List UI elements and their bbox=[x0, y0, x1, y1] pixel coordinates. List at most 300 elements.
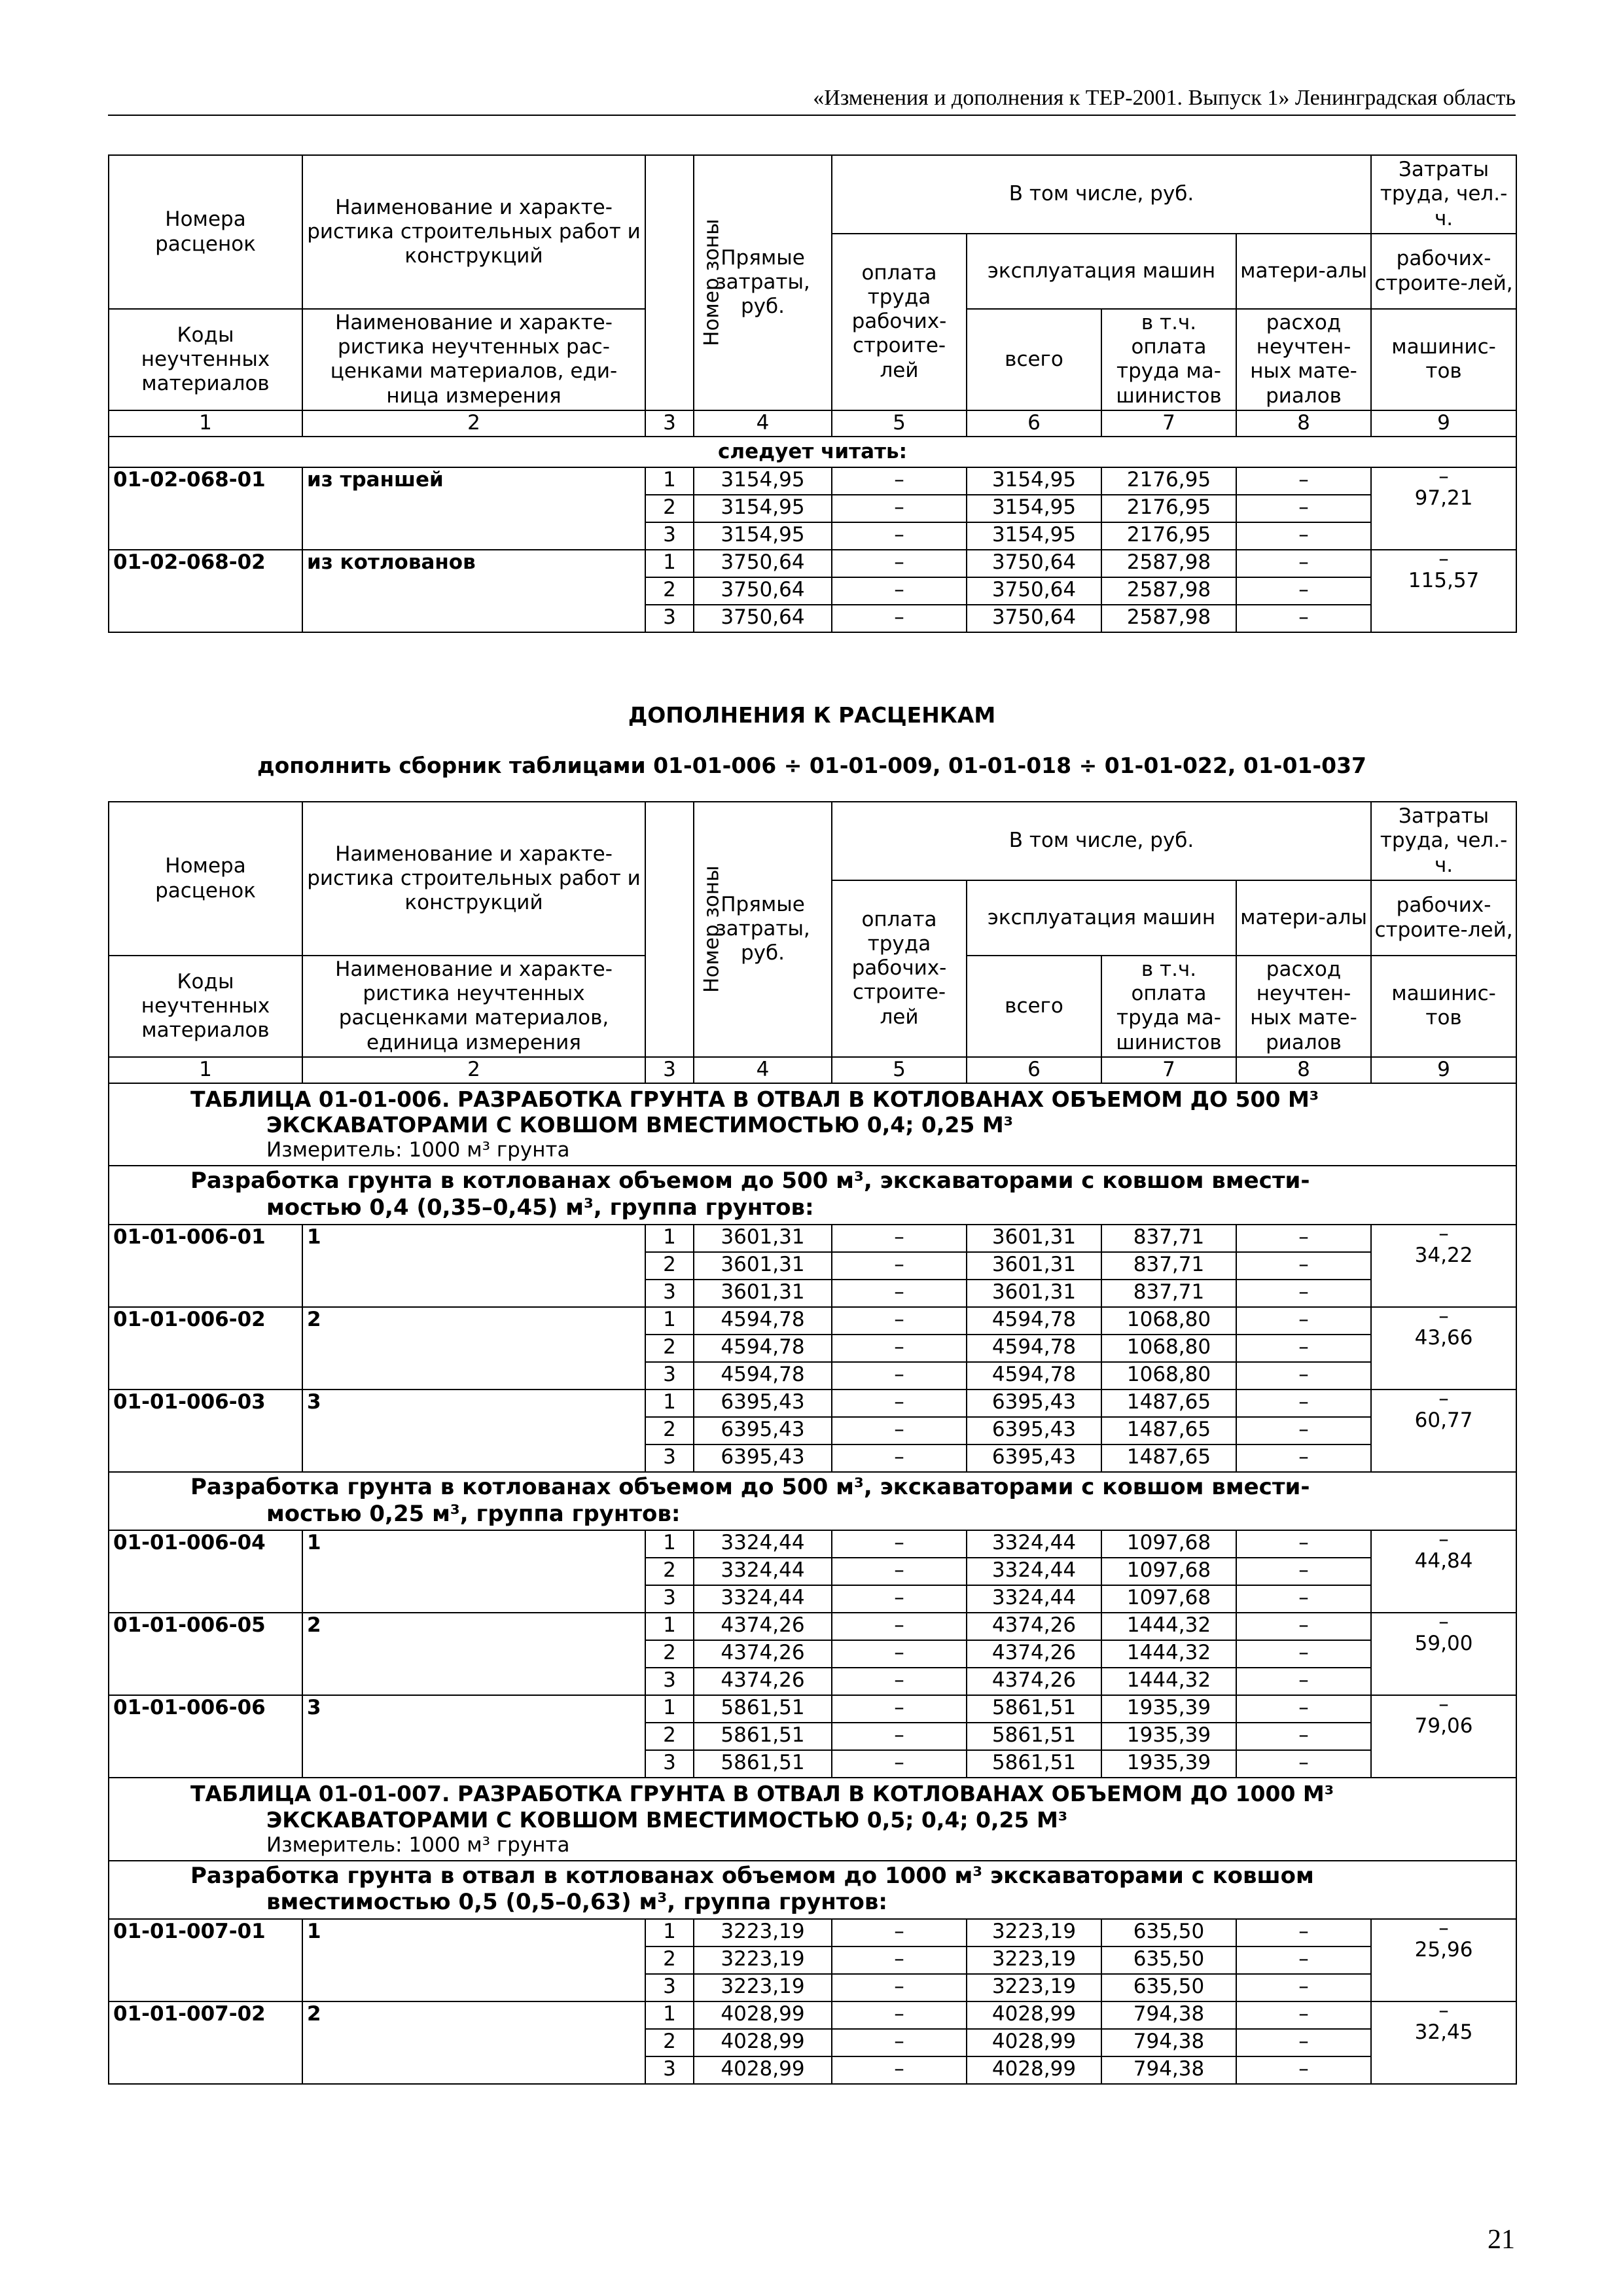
group-title-line1: Разработка грунта в котлованах объемом до 500 м³, экскаваторами с ковшом вмести- bbox=[190, 1473, 1310, 1500]
material-cell bbox=[1236, 1417, 1371, 1444]
column-number bbox=[832, 410, 967, 437]
operator-pay-value: 1935,39 bbox=[1126, 1696, 1211, 1720]
cell-text: эксплуатация машин bbox=[987, 259, 1216, 283]
table-006-measure: Измеритель: 1000 м³ грунта bbox=[266, 1138, 570, 1162]
zone-cell bbox=[645, 1640, 694, 1668]
worker-pay-value: – bbox=[894, 1723, 904, 1748]
zone-value: 2 bbox=[663, 2030, 676, 2054]
direct-cost-value: 4374,26 bbox=[721, 1613, 805, 1638]
material-value: – bbox=[1298, 495, 1309, 519]
material-cell bbox=[1236, 1750, 1371, 1778]
table-006-title-line1: ТАБЛИЦА 01-01-006. РАЗРАБОТКА ГРУНТА В ОТВАЛ В КОТЛОВАНАХ ОБЪЕМОМ ДО 500 М³ bbox=[190, 1086, 1319, 1112]
rate-name-cell bbox=[302, 1613, 645, 1695]
machine-total-cell bbox=[967, 1668, 1101, 1695]
worker-pay-value: – bbox=[894, 1390, 904, 1414]
column-number bbox=[302, 410, 645, 437]
material-cell bbox=[1236, 495, 1371, 522]
direct-cost-value: 3223,19 bbox=[721, 1947, 805, 1971]
machine-total-value: 3154,95 bbox=[991, 495, 1077, 519]
machine-total-value: 3154,95 bbox=[991, 467, 1077, 492]
operator-pay-value: 1444,32 bbox=[1126, 1613, 1211, 1638]
labor-workers-value: – bbox=[1438, 1528, 1449, 1552]
zone-cell bbox=[645, 1390, 694, 1417]
labor-cell bbox=[1371, 1304, 1516, 1390]
col-operator-pay bbox=[1101, 309, 1236, 410]
rate-code: 01-01-006-02 bbox=[113, 1307, 266, 1331]
labor-operators-value: 43,66 bbox=[1414, 1325, 1473, 1350]
material-value: – bbox=[1298, 1362, 1309, 1386]
labor-operators-value: 59,00 bbox=[1414, 1632, 1473, 1656]
labor-operators-value: 34,22 bbox=[1414, 1243, 1473, 1267]
operator-pay-value: 2176,95 bbox=[1126, 467, 1211, 492]
operator-pay-value: 1444,32 bbox=[1126, 1641, 1211, 1665]
machine-total-cell bbox=[967, 1390, 1101, 1417]
direct-cost-value: 4028,99 bbox=[721, 2057, 805, 2081]
worker-pay-value: – bbox=[894, 1613, 904, 1638]
zone-cell bbox=[645, 1444, 694, 1472]
cell-text: рабочих-строите-лей, bbox=[1374, 247, 1513, 295]
operator-pay-value: 2587,98 bbox=[1126, 605, 1211, 629]
operator-pay-value: 2176,95 bbox=[1126, 522, 1211, 547]
material-cell bbox=[1236, 1919, 1371, 1946]
operator-pay-cell bbox=[1101, 1225, 1236, 1252]
column-number bbox=[1236, 410, 1371, 437]
rate-name: из траншей bbox=[307, 467, 444, 492]
rate-code-cell bbox=[109, 1225, 302, 1307]
direct-cost-cell bbox=[694, 1225, 832, 1252]
rate-code-cell bbox=[109, 550, 302, 632]
material-value: – bbox=[1298, 550, 1309, 574]
header-row-1 bbox=[109, 155, 1516, 234]
labor-operators-value: 97,21 bbox=[1414, 486, 1473, 510]
col-rate-numbers bbox=[109, 155, 302, 309]
col-including bbox=[832, 802, 1371, 880]
direct-cost-value: 3601,31 bbox=[721, 1280, 805, 1304]
cell-text: оплата труда рабочих-строите-лей bbox=[851, 907, 947, 1029]
column-number bbox=[1101, 1057, 1236, 1083]
rate-code-cell bbox=[109, 1695, 302, 1778]
zone-cell bbox=[645, 1695, 694, 1723]
zone-value: 1 bbox=[663, 550, 676, 574]
operator-pay-cell bbox=[1101, 1585, 1236, 1613]
column-number bbox=[1371, 410, 1516, 437]
rate-name-cell bbox=[302, 1307, 645, 1390]
machine-total-value: 4594,78 bbox=[991, 1362, 1077, 1386]
direct-cost-cell bbox=[694, 1444, 832, 1472]
material-value: – bbox=[1298, 1280, 1309, 1304]
direct-cost-cell bbox=[694, 1335, 832, 1362]
col-labor-workers bbox=[1371, 234, 1516, 309]
rate-name-cell bbox=[302, 1530, 645, 1613]
rate-code: 01-01-007-01 bbox=[113, 1920, 266, 1944]
material-value: – bbox=[1298, 1335, 1309, 1359]
zone-cell bbox=[645, 1417, 694, 1444]
operator-pay-cell bbox=[1101, 1640, 1236, 1668]
operator-pay-cell bbox=[1101, 1946, 1236, 1974]
material-cell bbox=[1236, 1668, 1371, 1695]
read-as-row bbox=[109, 437, 1516, 467]
machine-total-value: 4374,26 bbox=[991, 1613, 1077, 1638]
direct-cost-cell bbox=[694, 550, 832, 577]
zone-value: 2 bbox=[663, 577, 676, 601]
table-006-title-line2: ЭКСКАВАТОРАМИ С КОВШОМ ВМЕСТИМОСТЬЮ 0,4; 0,25 М³ bbox=[266, 1112, 1014, 1138]
rate-code: 01-01-006-03 bbox=[113, 1390, 266, 1414]
direct-cost-value: 3154,95 bbox=[721, 522, 805, 547]
worker-pay-cell bbox=[832, 605, 967, 632]
zone-cell bbox=[645, 1280, 694, 1307]
material-cell bbox=[1236, 1444, 1371, 1472]
direct-cost-value: 4028,99 bbox=[721, 2002, 805, 2026]
machine-total-value: 4594,78 bbox=[991, 1335, 1077, 1359]
operator-pay-cell bbox=[1101, 1723, 1236, 1750]
col-labor-workers bbox=[1371, 880, 1516, 956]
machine-total-cell bbox=[967, 467, 1101, 495]
material-value: – bbox=[1298, 2030, 1309, 2054]
cell-text: в т.ч. оплата труда ма-шинистов bbox=[1116, 311, 1222, 408]
worker-pay-value: – bbox=[894, 1558, 904, 1583]
rate-name: 1 bbox=[307, 1531, 321, 1555]
col-material-name bbox=[302, 309, 645, 410]
zone-value: 2 bbox=[663, 1558, 676, 1583]
machine-total-value: 4028,99 bbox=[991, 2057, 1077, 2081]
zone-cell bbox=[645, 1919, 694, 1946]
worker-pay-value: – bbox=[894, 1696, 904, 1720]
operator-pay-cell bbox=[1101, 522, 1236, 550]
cell-text: оплата труда рабочих-строите-лей bbox=[851, 260, 947, 382]
zone-cell bbox=[645, 1946, 694, 1974]
cell-text: 9 bbox=[1437, 1057, 1450, 1081]
operator-pay-value: 1068,80 bbox=[1126, 1362, 1211, 1386]
cell-text: 2 bbox=[467, 410, 480, 435]
zone-cell bbox=[645, 495, 694, 522]
rate-name: 2 bbox=[307, 1613, 321, 1638]
operator-pay-cell bbox=[1101, 2029, 1236, 2056]
zone-cell bbox=[645, 1558, 694, 1585]
material-cell bbox=[1236, 1390, 1371, 1417]
machine-total-cell bbox=[967, 495, 1101, 522]
cell-text: матери-алы bbox=[1240, 259, 1367, 283]
operator-pay-cell bbox=[1101, 2001, 1236, 2029]
machine-total-cell bbox=[967, 1585, 1101, 1613]
cell-text: 1 bbox=[199, 410, 212, 435]
labor-cell bbox=[1371, 1916, 1516, 2001]
machine-total-cell bbox=[967, 1919, 1101, 1946]
machine-total-cell bbox=[967, 1444, 1101, 1472]
material-cell bbox=[1236, 2001, 1371, 2029]
machine-total-value: 3324,44 bbox=[991, 1586, 1077, 1610]
zone-value: 1 bbox=[663, 1225, 676, 1249]
zone-cell bbox=[645, 1252, 694, 1280]
rate-name-cell bbox=[302, 1919, 645, 2001]
direct-cost-cell bbox=[694, 1668, 832, 1695]
worker-pay-cell bbox=[832, 495, 967, 522]
group-title-line1: Разработка грунта в котлованах объемом до 500 м³, экскаваторами с ковшом вмести- bbox=[190, 1168, 1310, 1194]
zone-value: 2 bbox=[663, 1335, 676, 1359]
direct-cost-value: 3750,64 bbox=[721, 577, 805, 601]
material-value: – bbox=[1298, 2057, 1309, 2081]
zone-cell bbox=[645, 1362, 694, 1390]
additions-subtitle: дополнить сборник таблицами 01-01-006 ÷ 01-01-009, 01-01-018 ÷ 01-01-022, 01-01-037 bbox=[257, 753, 1367, 778]
group-007-a-row-cell bbox=[109, 1861, 1516, 1920]
operator-pay-value: 837,71 bbox=[1133, 1280, 1205, 1304]
zone-header: Номер зоны bbox=[700, 865, 724, 994]
operator-pay-cell bbox=[1101, 1558, 1236, 1585]
worker-pay-value: – bbox=[894, 2002, 904, 2026]
zone-cell bbox=[645, 1974, 694, 2001]
direct-cost-cell bbox=[694, 1750, 832, 1778]
worker-pay-cell bbox=[832, 1417, 967, 1444]
zone-value: 3 bbox=[663, 1444, 676, 1469]
direct-cost-cell bbox=[694, 1919, 832, 1946]
col-zone bbox=[645, 802, 724, 1057]
rate-code-cell bbox=[109, 2001, 302, 2084]
column-number bbox=[109, 410, 302, 437]
table-006-header-row bbox=[109, 1083, 1516, 1166]
worker-pay-cell bbox=[832, 1444, 967, 1472]
operator-pay-cell bbox=[1101, 1390, 1236, 1417]
labor-workers-value: – bbox=[1438, 1304, 1449, 1328]
zone-value: 3 bbox=[663, 1751, 676, 1775]
worker-pay-cell bbox=[832, 1946, 967, 1974]
group-007-a-title bbox=[109, 1861, 1516, 1919]
rate-name-cell bbox=[302, 550, 645, 632]
worker-pay-cell bbox=[832, 467, 967, 495]
machine-total-cell bbox=[967, 1558, 1101, 1585]
direct-cost-cell bbox=[694, 1280, 832, 1307]
labor-operators-value: 32,45 bbox=[1414, 2020, 1473, 2045]
labor-workers-value: – bbox=[1438, 1693, 1449, 1717]
material-cell bbox=[1236, 1335, 1371, 1362]
group-title-line2: мостью 0,25 м³, группа грунтов: bbox=[266, 1500, 681, 1527]
zone-value: 1 bbox=[663, 1531, 676, 1555]
header-row-1 bbox=[109, 802, 1516, 880]
zone-cell bbox=[645, 1750, 694, 1778]
operator-pay-value: 1487,65 bbox=[1126, 1444, 1211, 1469]
zone-cell bbox=[645, 522, 694, 550]
read-as-label: следует читать: bbox=[718, 439, 908, 463]
cell-text: 8 bbox=[1297, 410, 1310, 435]
worker-pay-cell bbox=[832, 1307, 967, 1335]
direct-cost-value: 3750,64 bbox=[721, 605, 805, 629]
worker-pay-value: – bbox=[894, 1280, 904, 1304]
rate-code: 01-02-068-01 bbox=[113, 467, 266, 492]
operator-pay-value: 1097,68 bbox=[1126, 1531, 1211, 1555]
operator-pay-value: 837,71 bbox=[1133, 1252, 1205, 1276]
operator-pay-cell bbox=[1101, 1362, 1236, 1390]
table-007-title-line1: ТАБЛИЦА 01-01-007. РАЗРАБОТКА ГРУНТА В ОТВАЛ В КОТЛОВАНАХ ОБЪЕМОМ ДО 1000 М³ bbox=[190, 1781, 1334, 1807]
zone-cell bbox=[645, 467, 694, 495]
machine-total-value: 4594,78 bbox=[991, 1307, 1077, 1331]
cell-text: всего bbox=[1005, 994, 1063, 1018]
direct-cost-value: 3154,95 bbox=[721, 495, 805, 519]
col-machine-total bbox=[967, 956, 1101, 1057]
direct-cost-value: 5861,51 bbox=[721, 1751, 805, 1775]
zone-value: 2 bbox=[663, 1641, 676, 1665]
direct-cost-value: 3223,19 bbox=[721, 1975, 805, 1999]
cell-text: машинис-тов bbox=[1391, 982, 1496, 1030]
material-cell bbox=[1236, 550, 1371, 577]
material-cell bbox=[1236, 1280, 1371, 1307]
zone-cell bbox=[645, 1723, 694, 1750]
cell-text: машинис-тов bbox=[1391, 335, 1496, 384]
col-machine-operation bbox=[967, 880, 1236, 956]
material-cell bbox=[1236, 1585, 1371, 1613]
material-value: – bbox=[1298, 1225, 1309, 1249]
machine-total-cell bbox=[967, 605, 1101, 632]
material-cell bbox=[1236, 1530, 1371, 1558]
zone-cell bbox=[645, 605, 694, 632]
operator-pay-cell bbox=[1101, 1530, 1236, 1558]
machine-total-cell bbox=[967, 1640, 1101, 1668]
direct-cost-cell bbox=[694, 577, 832, 605]
material-value: – bbox=[1298, 1417, 1309, 1441]
cell-text: 6 bbox=[1027, 1057, 1041, 1081]
table-007-title bbox=[109, 1778, 1516, 1859]
zone-value: 3 bbox=[663, 605, 676, 629]
material-value: – bbox=[1298, 1444, 1309, 1469]
material-cell bbox=[1236, 1723, 1371, 1750]
direct-cost-value: 3601,31 bbox=[721, 1252, 805, 1276]
zone-value: 1 bbox=[663, 467, 676, 492]
machine-total-value: 5861,51 bbox=[991, 1723, 1077, 1748]
zone-value: 1 bbox=[663, 1307, 676, 1331]
direct-cost-cell bbox=[694, 1390, 832, 1417]
cell-text: 4 bbox=[756, 1057, 770, 1081]
operator-pay-value: 1487,65 bbox=[1126, 1390, 1211, 1414]
worker-pay-value: – bbox=[894, 1947, 904, 1971]
machine-total-value: 3750,64 bbox=[991, 577, 1077, 601]
labor-workers-value: – bbox=[1438, 1221, 1449, 1246]
zone-value: 2 bbox=[663, 1252, 676, 1276]
table-007-measure: Измеритель: 1000 м³ грунта bbox=[266, 1833, 570, 1857]
machine-total-value: 5861,51 bbox=[991, 1751, 1077, 1775]
read-as-row-cell bbox=[109, 437, 1516, 467]
col-materials bbox=[1236, 880, 1371, 956]
operator-pay-value: 1487,65 bbox=[1126, 1417, 1211, 1441]
worker-pay-cell bbox=[832, 1252, 967, 1280]
column-number bbox=[1101, 410, 1236, 437]
direct-cost-cell bbox=[694, 1417, 832, 1444]
operator-pay-value: 837,71 bbox=[1133, 1225, 1205, 1249]
zone-value: 2 bbox=[663, 495, 676, 519]
rate-row bbox=[109, 1613, 1516, 1640]
direct-cost-cell bbox=[694, 467, 832, 495]
machine-total-value: 3154,95 bbox=[991, 522, 1077, 547]
worker-pay-cell bbox=[832, 1668, 967, 1695]
zone-value: 1 bbox=[663, 1390, 676, 1414]
worker-pay-cell bbox=[832, 1558, 967, 1585]
machine-total-cell bbox=[967, 2056, 1101, 2084]
worker-pay-cell bbox=[832, 2056, 967, 2084]
rates-table-corrections bbox=[108, 154, 1517, 633]
worker-pay-value: – bbox=[894, 1335, 904, 1359]
worker-pay-value: – bbox=[894, 522, 904, 547]
cell-text: Номера расценок bbox=[155, 854, 256, 903]
labor-cell bbox=[1371, 547, 1516, 632]
rate-name-cell bbox=[302, 1225, 645, 1307]
machine-total-value: 4374,26 bbox=[991, 1668, 1077, 1693]
labor-operators-value: 44,84 bbox=[1414, 1549, 1473, 1573]
rate-name-cell bbox=[302, 1390, 645, 1472]
material-value: – bbox=[1298, 1975, 1309, 1999]
machine-total-cell bbox=[967, 1613, 1101, 1640]
labor-operators-value: 25,96 bbox=[1414, 1938, 1473, 1962]
cell-text: 3 bbox=[663, 1057, 676, 1081]
zone-cell bbox=[645, 1585, 694, 1613]
worker-pay-cell bbox=[832, 1613, 967, 1640]
direct-cost-cell bbox=[694, 1585, 832, 1613]
direct-cost-value: 6395,43 bbox=[721, 1390, 805, 1414]
worker-pay-value: – bbox=[894, 1751, 904, 1775]
zone-cell bbox=[645, 2029, 694, 2056]
column-number bbox=[694, 1057, 832, 1083]
labor-operators-value: 79,06 bbox=[1414, 1714, 1473, 1738]
col-material-use bbox=[1236, 956, 1371, 1057]
zone-cell bbox=[645, 1335, 694, 1362]
rate-row bbox=[109, 550, 1516, 577]
worker-pay-cell bbox=[832, 1362, 967, 1390]
labor-operators-value: 60,77 bbox=[1414, 1408, 1473, 1432]
machine-total-cell bbox=[967, 1530, 1101, 1558]
machine-total-value: 4374,26 bbox=[991, 1641, 1077, 1665]
machine-total-value: 6395,43 bbox=[991, 1417, 1077, 1441]
labor-workers-value: – bbox=[1438, 1610, 1449, 1634]
direct-cost-value: 5861,51 bbox=[721, 1723, 805, 1748]
col-machine-operation bbox=[967, 234, 1236, 309]
labor-workers-value: – bbox=[1438, 1999, 1449, 2023]
rate-name-cell bbox=[302, 467, 645, 550]
column-number bbox=[645, 410, 694, 437]
machine-total-value: 6395,43 bbox=[991, 1444, 1077, 1469]
material-cell bbox=[1236, 1558, 1371, 1585]
operator-pay-cell bbox=[1101, 1695, 1236, 1723]
operator-pay-value: 635,50 bbox=[1133, 1947, 1205, 1971]
labor-cell bbox=[1371, 1530, 1516, 1613]
cell-text: В том числе, руб. bbox=[1008, 829, 1194, 853]
group-006-b-title bbox=[109, 1473, 1516, 1530]
zone-value: 3 bbox=[663, 2057, 676, 2081]
machine-total-cell bbox=[967, 522, 1101, 550]
cell-text: 2 bbox=[467, 1057, 480, 1081]
col-work-name bbox=[302, 802, 645, 956]
machine-total-cell bbox=[967, 1946, 1101, 1974]
labor-workers-value: – bbox=[1438, 1916, 1449, 1941]
operator-pay-cell bbox=[1101, 1750, 1236, 1778]
rate-name: 3 bbox=[307, 1696, 321, 1720]
labor-workers-value: – bbox=[1438, 464, 1449, 488]
running-header: «Изменения и дополнения к ТЕР-2001. Выпуск 1» Ленинградская область bbox=[108, 86, 1516, 116]
worker-pay-cell bbox=[832, 550, 967, 577]
material-cell bbox=[1236, 1613, 1371, 1640]
group-006-a-row-cell bbox=[109, 1166, 1516, 1225]
direct-cost-cell bbox=[694, 1946, 832, 1974]
cell-text: Наименование и характе-ристика неучтенных рас-ценками материалов, еди-ница измерения bbox=[330, 311, 618, 408]
operator-pay-value: 2587,98 bbox=[1126, 550, 1211, 574]
zone-header: Номер зоны bbox=[700, 219, 724, 347]
table-007-title-line2: ЭКСКАВАТОРАМИ С КОВШОМ ВМЕСТИМОСТЬЮ 0,5; 0,4; 0,25 М³ bbox=[266, 1806, 1068, 1833]
operator-pay-value: 794,38 bbox=[1133, 2057, 1205, 2081]
material-value: – bbox=[1298, 1668, 1309, 1693]
labor-cell bbox=[1371, 464, 1516, 550]
direct-cost-value: 4594,78 bbox=[721, 1362, 805, 1386]
cell-text: 5 bbox=[893, 410, 906, 435]
direct-cost-cell bbox=[694, 605, 832, 632]
column-number bbox=[645, 1057, 694, 1083]
direct-cost-value: 5861,51 bbox=[721, 1696, 805, 1720]
operator-pay-cell bbox=[1101, 1335, 1236, 1362]
zone-cell bbox=[645, 1530, 694, 1558]
cell-text: Коды неучтенных материалов bbox=[141, 969, 270, 1042]
